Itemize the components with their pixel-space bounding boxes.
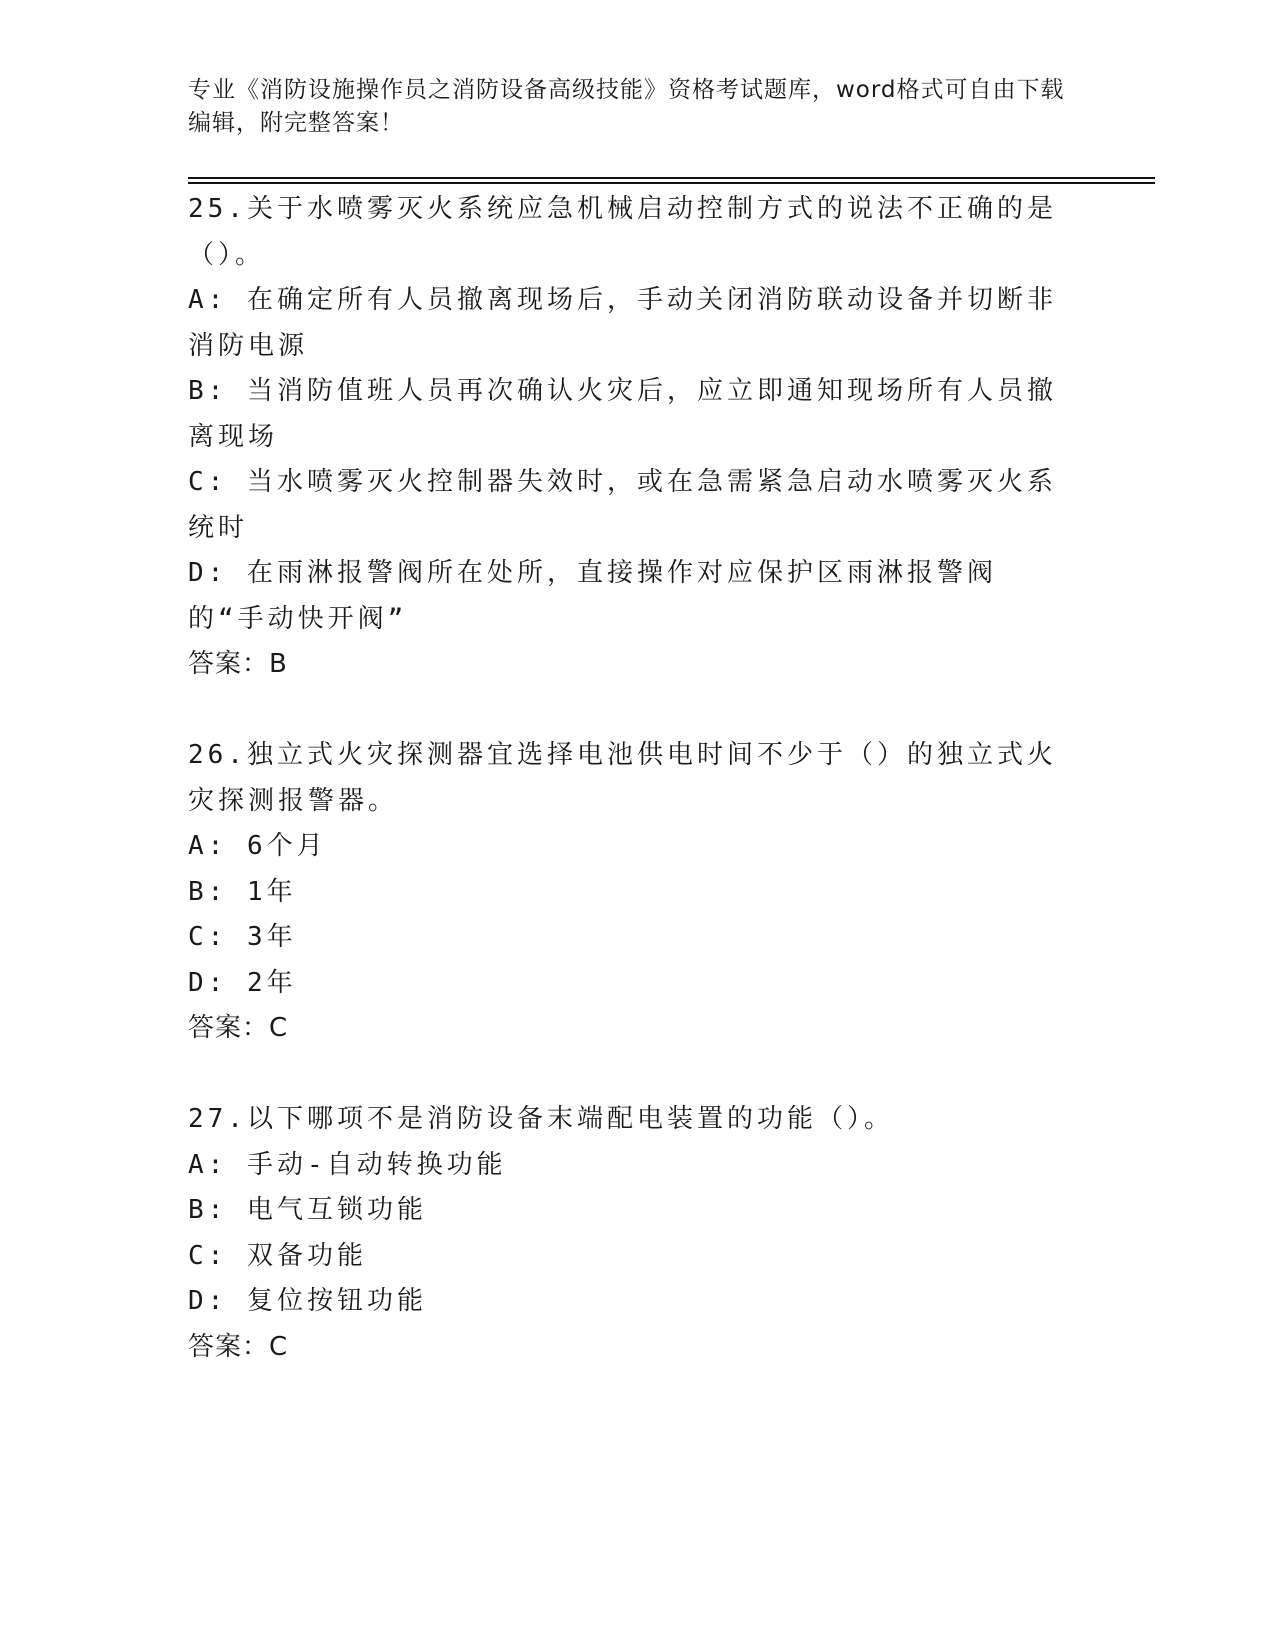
option-b: B: 当消防值班人员再次确认火灾后，应立即通知现场所有人员撤离现场 — [188, 376, 1057, 452]
option-c: C: 双备功能 — [188, 1240, 367, 1271]
question-stem: 26.独立式火灾探测器宜选择电池供电时间不少于（）的独立式火灾探测报警器。 — [188, 740, 1057, 816]
question-26 — [188, 733, 1068, 1052]
question-stem: 27.以下哪项不是消防设备末端配电装置的功能（）。 — [188, 1104, 894, 1134]
header-rule-top — [188, 177, 1155, 179]
option-a: A: 手动-自动转换功能 — [188, 1149, 507, 1180]
option-d: D: 复位按钮功能 — [188, 1286, 427, 1316]
document-header: 专业《消防设施操作员之消防设备高级技能》资格考试题库，word格式可自由下载编辑，附完整答案！ — [188, 77, 1065, 136]
header-rule-bottom — [188, 182, 1155, 184]
option-b: B: 1年 — [188, 876, 297, 907]
option-d: D: 2年 — [188, 967, 297, 998]
option-d: D: 在雨淋报警阀所在处所，直接操作对应保护区雨淋报警阀的“手动快开阀” — [188, 558, 997, 634]
answer: 答案：B — [188, 649, 288, 679]
option-c: C: 当水喷雾灭火控制器失效时，或在急需紧急启动水喷雾灭火系统时 — [188, 467, 1057, 543]
spacer — [188, 688, 1068, 734]
question-27 — [188, 1097, 1068, 1370]
answer: 答案：C — [188, 1013, 289, 1043]
question-list — [188, 187, 1068, 1370]
spacer — [188, 1052, 1068, 1098]
option-c: C: 3年 — [188, 922, 297, 952]
option-a: A: 在确定所有人员撤离现场后，手动关闭消防联动设备并切断非消防电源 — [188, 285, 1057, 361]
question-stem: 25.关于水喷雾灭火系统应急机械启动控制方式的说法不正确的是（）。 — [188, 194, 1057, 270]
option-a: A: 6个月 — [188, 831, 327, 861]
question-25 — [188, 187, 1068, 688]
option-b: B: 电气互锁功能 — [188, 1195, 427, 1225]
answer: 答案：C — [188, 1331, 289, 1362]
